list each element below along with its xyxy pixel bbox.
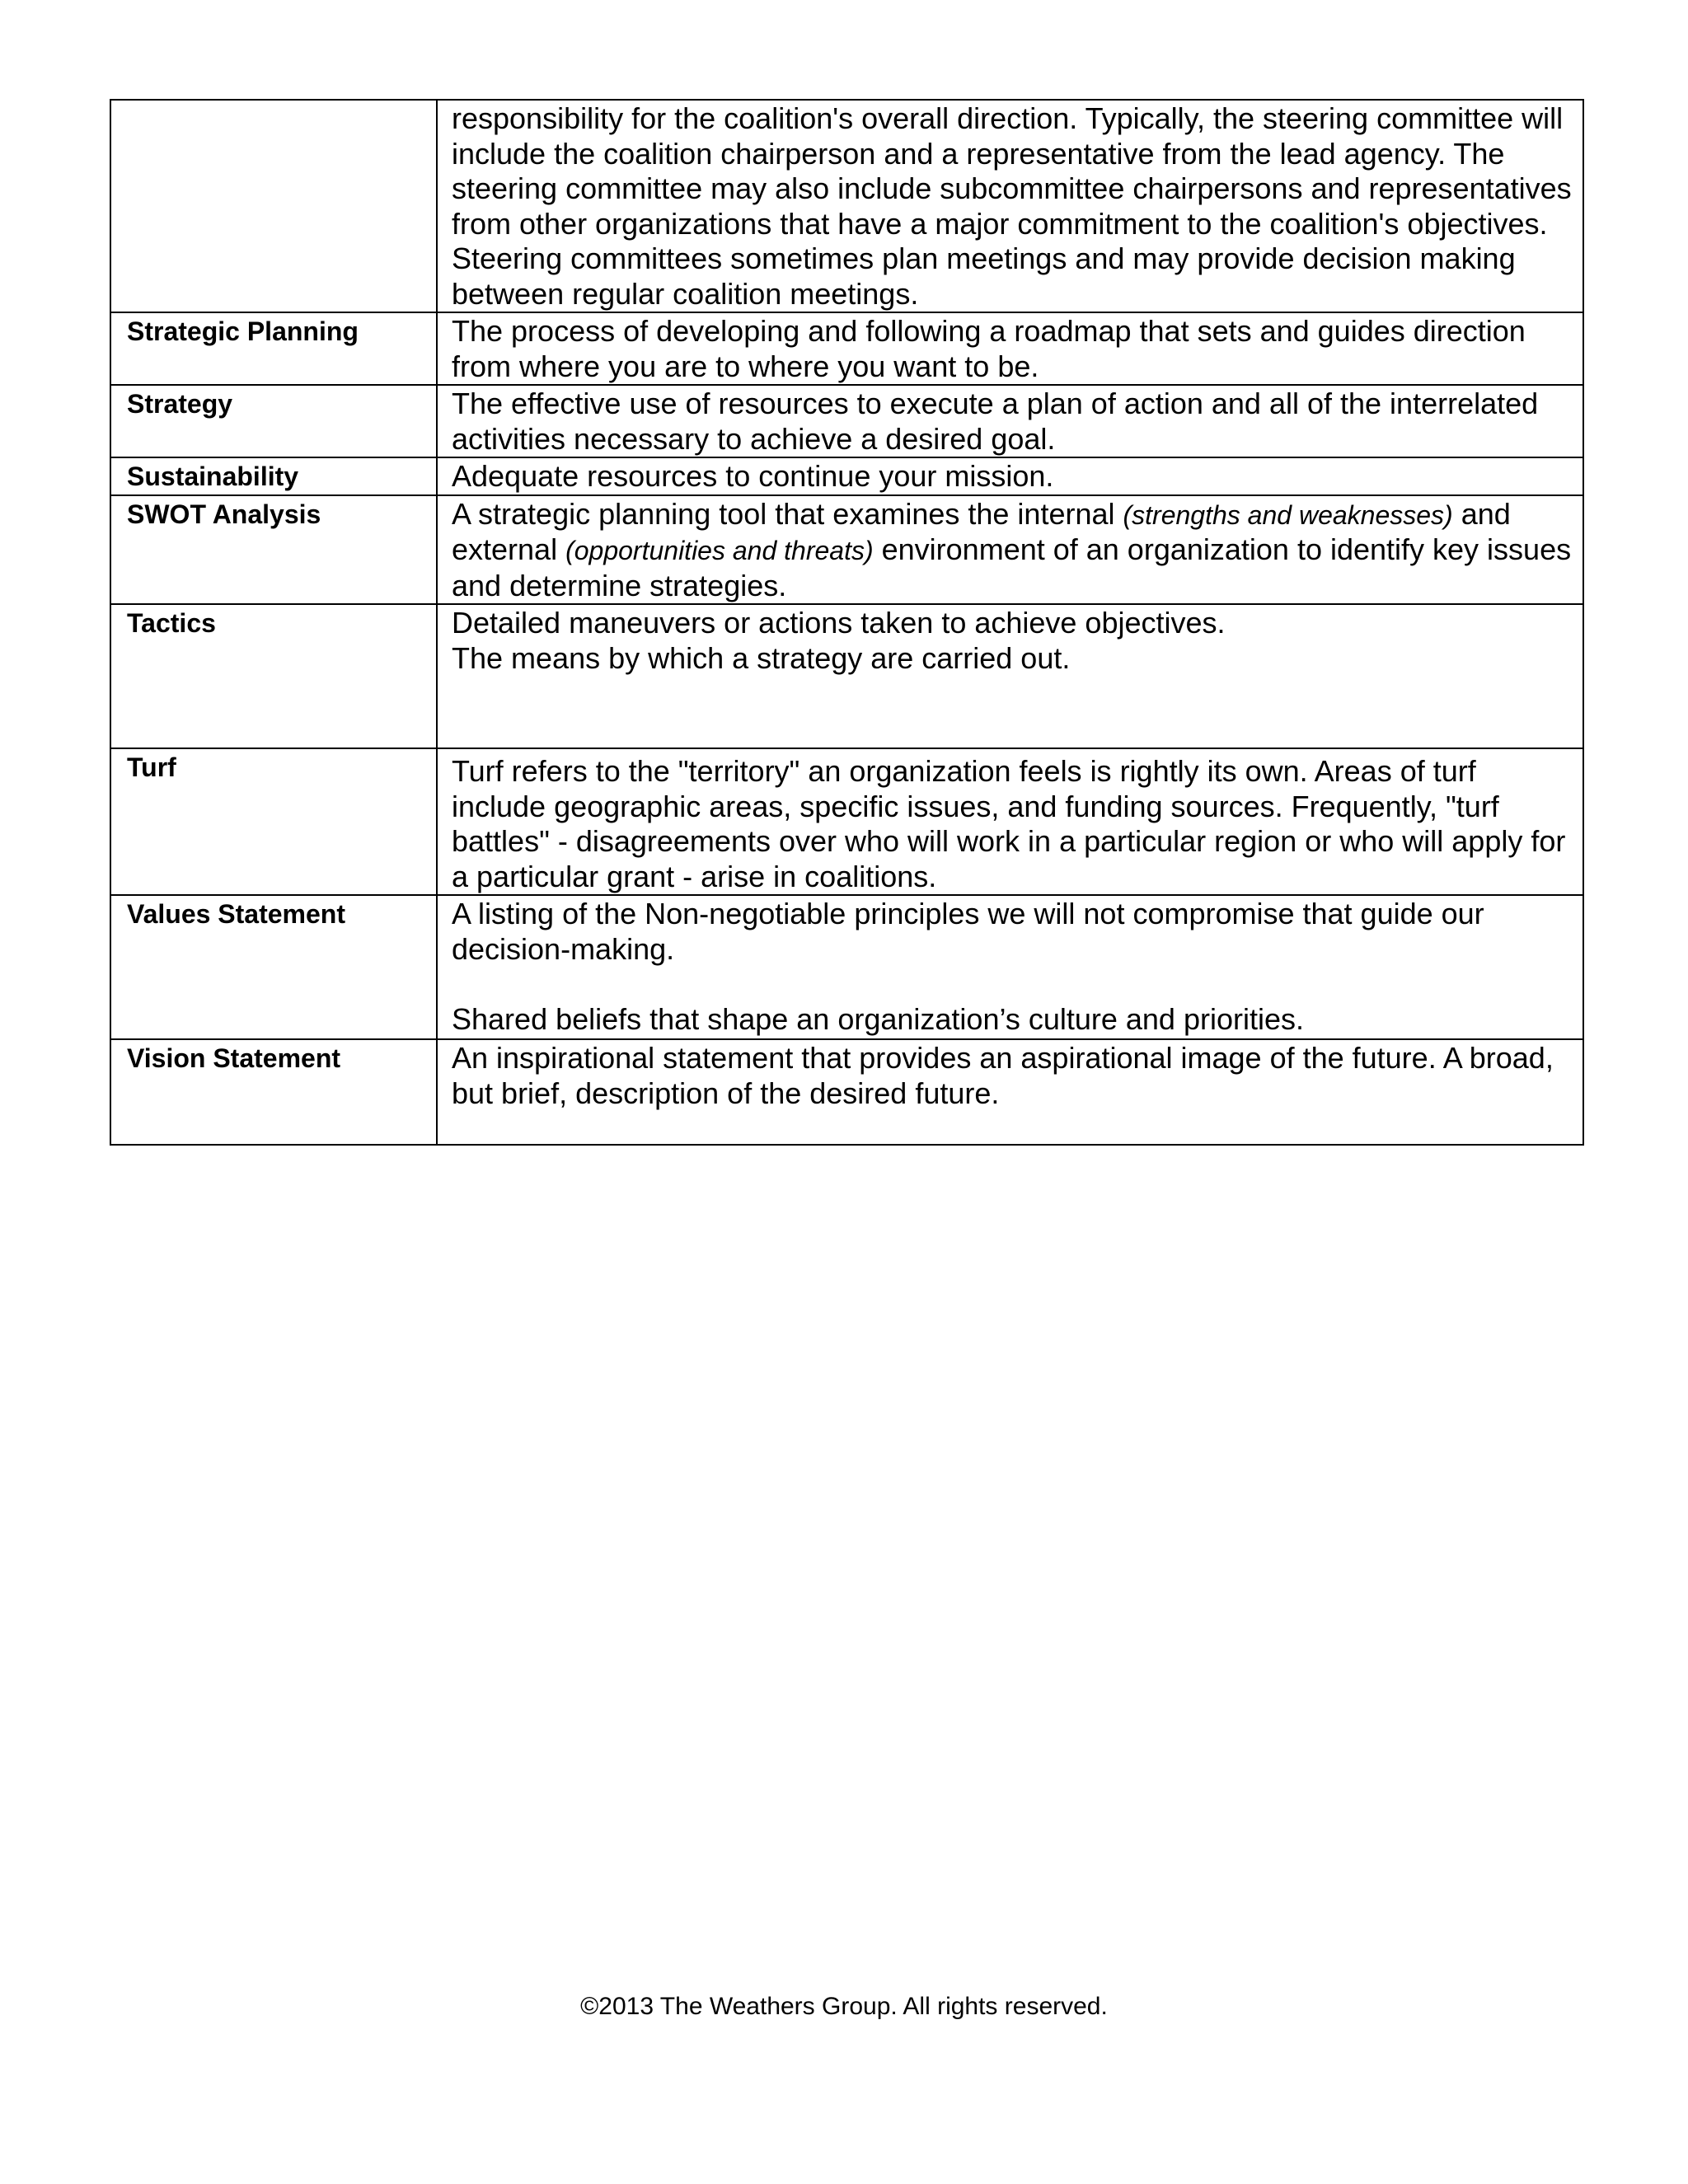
definition-paragraph: A listing of the Non-negotiable principles we will not compromise that guide our decision-making. [452,897,1484,966]
term-cell: Values Statement [110,895,437,1039]
definition-cell: responsibility for the coalition's overall direction. Typically, the steering committee will include the coalition chairperson and a representative from the lead agency. The steering committee may also include subcommittee chairpersons and representatives from other organizations that have a major commitment to the coalition's objectives. Steering committees sometimes plan meetings and may provide decision making between regular coalition meetings. [437,100,1583,312]
definition-cell: The process of developing and following a roadmap that sets and guides direction from where you are to where you want to be. [437,312,1583,385]
table-row [110,895,1583,1039]
definition-line: Detailed maneuvers or actions taken to achieve objectives. [452,606,1226,640]
definition-cell: Turf refers to the "territory" an organization feels is rightly its own. Areas of turf include geographic areas, specific issues, and funding sources. Frequently, "turf battles" - disagreements over who will work in a particular region or who will apply for a particular grant - arise in coalitions. [437,748,1583,895]
paragraph-spacer [452,967,1576,1002]
term-cell: Vision Statement [110,1039,437,1145]
definition-cell [437,495,1583,605]
term-cell: Strategic Planning [110,312,437,385]
table-row [110,495,1583,605]
term-cell: SWOT Analysis [110,495,437,605]
definition-cell [437,895,1583,1039]
definition-paragraph: Shared beliefs that shape an organization’s culture and priorities. [452,1001,1304,1036]
definition-italic-text: (strengths and weaknesses) [1123,499,1453,530]
definition-italic-text: (opportunities and threats) [565,536,874,565]
table-row [110,385,1583,457]
definition-line: The means by which a strategy are carried out. [452,640,1071,675]
copyright-footer: ©2013 The Weathers Group. All rights reserved. [580,1993,1108,2020]
term-cell: Tactics [110,604,437,748]
term-cell: Sustainability [110,457,437,495]
definition-text: A strategic planning tool that examines the internal [452,496,1123,531]
definition-cell: An inspirational statement that provides an aspirational image of the future. A broad, but brief, description of the desired future. [437,1039,1583,1145]
definition-cell: The effective use of resources to execute a plan of action and all of the interrelated activities necessary to achieve a desired goal. [437,385,1583,457]
definition-text: and external [452,496,1511,566]
table-row [110,100,1583,312]
table-row [110,457,1583,495]
definition-text: environment of an organization to identify key issues and determine strategies. [452,532,1572,602]
term-cell: Turf [110,748,437,895]
table-row [110,604,1583,748]
definition-cell: Adequate resources to continue your mission. [437,457,1583,495]
table-row [110,748,1583,895]
term-cell [110,100,437,312]
glossary-table [110,99,1584,1146]
table-row [110,312,1583,385]
table-row [110,1039,1583,1145]
definition-cell [437,604,1583,748]
term-cell: Strategy [110,385,437,457]
